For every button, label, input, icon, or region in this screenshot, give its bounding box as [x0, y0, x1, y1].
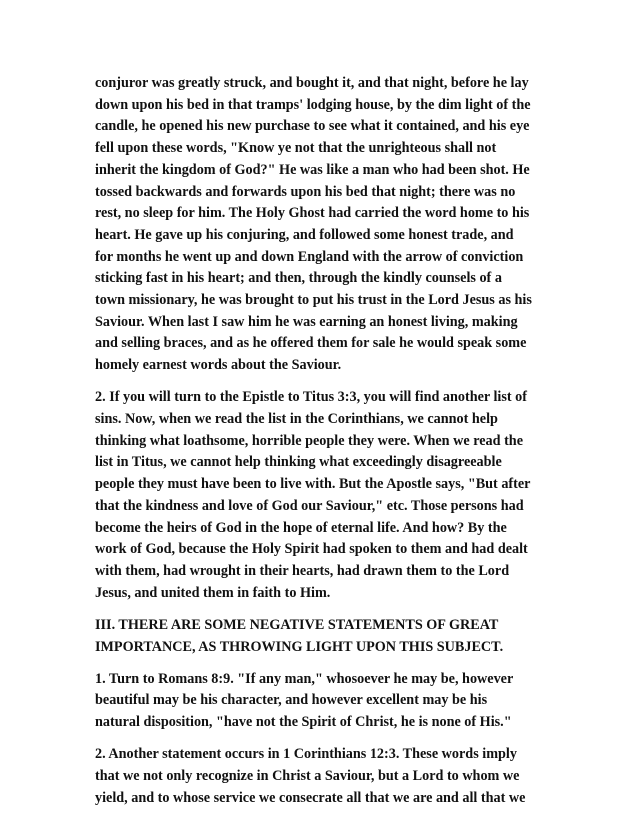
text-line: natural disposition, "have not the Spirit of Christ, he is none of His." [95, 714, 512, 731]
paragraph-titus [95, 387, 550, 604]
text-line: people they must have been to live with. But the Apostle says, "But after [95, 476, 531, 493]
text-line: yield, and to whose service we consecrate all that we are and all that we [95, 789, 526, 806]
text-line: candle, he opened his new purchase to see what it contained, and his eye [95, 118, 530, 135]
text-line: list in Titus, we cannot help thinking what exceedingly disagreeable [95, 454, 502, 471]
text-line: and selling braces, and as he offered them for sale he would speak some [95, 335, 527, 352]
text-line: inherit the kingdom of God?" He was like a man who had been shot. He [95, 161, 530, 178]
text-line: 2. If you will turn to the Epistle to Titus 3:3, you will find another list of [95, 389, 527, 406]
text-line: sins. Now, when we read the list in the Corinthians, we cannot help [95, 411, 498, 428]
text-line: tossed backwards and forwards upon his bed that night; there was no [95, 183, 516, 200]
text-line: fell upon these words, "Know ye not that the unrighteous shall not [95, 140, 497, 157]
text-line: Saviour. When last I saw him he was earning an honest living, making [95, 313, 518, 330]
text-line: thinking what loathsome, horrible people they were. When we read the [95, 432, 523, 449]
paragraph-conjuror-story [95, 73, 550, 377]
text-line: III. THERE ARE SOME NEGATIVE STATEMENTS OF GREAT [95, 616, 499, 633]
text-line: IMPORTANCE, AS THROWING LIGHT UPON THIS SUBJECT. [95, 638, 504, 655]
text-line: rest, no sleep for him. The Holy Ghost had carried the word home to his [95, 205, 530, 222]
text-line: heart. He gave up his conjuring, and followed some honest trade, and [95, 226, 514, 243]
text-line: homely earnest words about the Saviour. [95, 357, 342, 374]
section-heading [95, 615, 550, 658]
text-line: that the kindness and love of God our Saviour," etc. Those persons had [95, 497, 524, 514]
text-line: beautiful may be his character, and however excellent may be his [95, 692, 488, 709]
text-line: 1. Turn to Romans 8:9. "If any man," whosoever he may be, however [95, 670, 514, 687]
text-line: down upon his bed in that tramps' lodging house, by the dim light of the [95, 96, 531, 113]
text-line: for months he went up and down England with the arrow of conviction [95, 248, 524, 265]
paragraph-romans [95, 669, 550, 734]
text-line: town missionary, he was brought to put his trust in the Lord Jesus as his [95, 292, 532, 309]
text-line: with them, had wrought in their hearts, had drawn them to the Lord [95, 562, 510, 579]
body-text [95, 73, 550, 820]
text-line: sticking fast in his heart; and then, through the kindly counsels of a [95, 270, 502, 287]
text-line: work of God, because the Holy Spirit had spoken to them and had dealt [95, 541, 528, 558]
text-line: Jesus, and united them in faith to Him. [95, 584, 331, 601]
text-line: become the heirs of God in the hope of eternal life. And how? By the [95, 519, 507, 536]
text-line: that we not only recognize in Christ a Saviour, but a Lord to whom we [95, 768, 520, 785]
paragraph-corinthians [95, 744, 550, 809]
text-line: conjuror was greatly struck, and bought it, and that night, before he lay [95, 75, 529, 91]
text-line: 2. Another statement occurs in 1 Corinthians 12:3. These words imply [95, 746, 517, 763]
